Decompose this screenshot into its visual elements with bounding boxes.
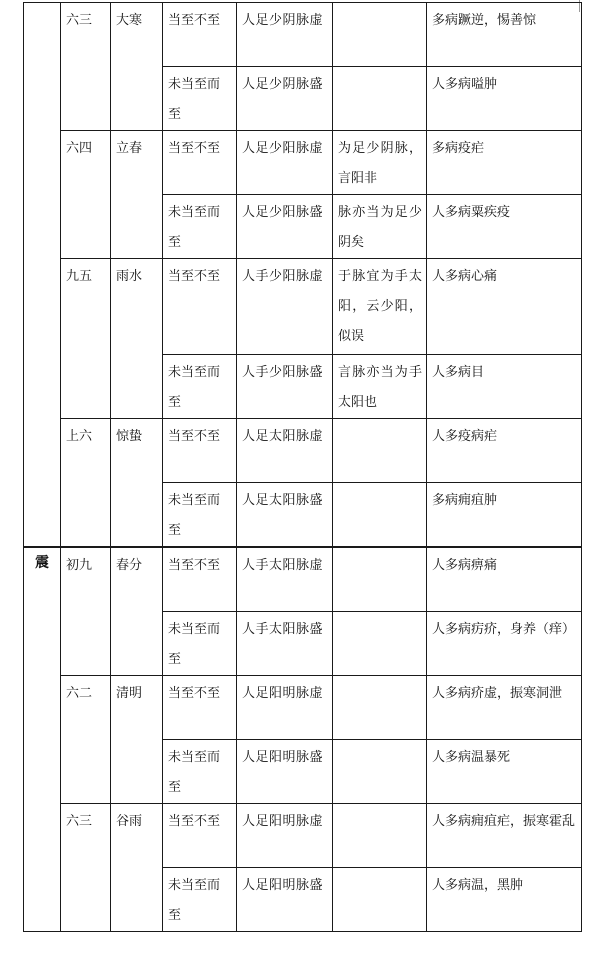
table-row bbox=[24, 259, 582, 355]
pulse-cell bbox=[237, 131, 333, 195]
yao-label: 九五 bbox=[66, 269, 93, 284]
solar-term-cell bbox=[111, 3, 163, 131]
condition-text: 未当至而至 bbox=[168, 877, 221, 923]
note-text: 言脉亦当为手太阳也 bbox=[338, 365, 422, 410]
yao-cell bbox=[61, 259, 111, 419]
condition-cell bbox=[163, 419, 237, 483]
disease-cell bbox=[427, 867, 582, 931]
condition-text: 未当至而至 bbox=[168, 365, 221, 410]
disease-cell bbox=[427, 803, 582, 867]
yao-label: 六三 bbox=[66, 813, 93, 829]
solar-term-cell bbox=[111, 547, 163, 675]
note-cell bbox=[333, 547, 427, 611]
solar-term: 清明 bbox=[116, 685, 143, 701]
condition-text: 未当至而至 bbox=[168, 205, 221, 250]
condition-cell bbox=[163, 803, 237, 867]
pulse-cell bbox=[237, 195, 333, 259]
yao-cell bbox=[61, 3, 111, 131]
solar-term: 春分 bbox=[116, 558, 143, 573]
pulse-cell bbox=[237, 3, 333, 67]
yao-label: 六二 bbox=[66, 685, 93, 701]
pulse-text: 人手少阳脉盛 bbox=[242, 365, 324, 380]
hexagram-pulse-table bbox=[23, 2, 582, 932]
yao-cell bbox=[61, 675, 111, 803]
note-text bbox=[333, 483, 426, 486]
pulse-text: 人手太阳脉虚 bbox=[242, 558, 324, 573]
disease-text: 人多病心痛 bbox=[432, 269, 498, 284]
note-text bbox=[333, 804, 426, 807]
pulse-text: 人足阳明脉盛 bbox=[242, 749, 324, 765]
table-row bbox=[24, 547, 582, 611]
condition-text: 当至不至 bbox=[168, 269, 221, 284]
gua-cell bbox=[24, 547, 61, 931]
condition-text: 未当至而至 bbox=[168, 621, 221, 667]
disease-text: 多病蹶逆，惕善惊 bbox=[432, 13, 537, 28]
disease-cell bbox=[427, 675, 582, 739]
condition-cell bbox=[163, 611, 237, 675]
yao-cell bbox=[61, 131, 111, 259]
note-cell bbox=[333, 259, 427, 355]
pulse-text: 人足少阴脉盛 bbox=[242, 77, 324, 92]
disease-cell bbox=[427, 3, 582, 67]
pulse-text: 人足阳明脉虚 bbox=[242, 685, 324, 701]
pulse-text: 人足太阳脉虚 bbox=[242, 429, 324, 444]
disease-cell bbox=[427, 67, 582, 131]
gua-cell bbox=[24, 3, 61, 548]
disease-text: 人多病痹痛 bbox=[432, 558, 498, 573]
note-cell bbox=[333, 611, 427, 675]
disease-text: 人多疫病疟 bbox=[432, 429, 498, 444]
disease-cell bbox=[427, 483, 582, 548]
note-cell bbox=[333, 195, 427, 259]
pulse-text: 人足阳明脉盛 bbox=[242, 877, 324, 893]
disease-text: 人多病痈疽疟，振寒霍乱 bbox=[432, 813, 576, 829]
note-text bbox=[333, 612, 426, 615]
note-text bbox=[333, 676, 426, 679]
note-text bbox=[333, 548, 426, 551]
note-cell bbox=[333, 355, 427, 419]
solar-term-cell bbox=[111, 803, 163, 931]
solar-term: 谷雨 bbox=[116, 813, 143, 829]
note-text bbox=[333, 3, 426, 6]
solar-term-cell bbox=[111, 259, 163, 419]
condition-cell bbox=[163, 259, 237, 355]
condition-cell bbox=[163, 131, 237, 195]
condition-cell bbox=[163, 675, 237, 739]
note-cell bbox=[333, 419, 427, 483]
note-cell bbox=[333, 483, 427, 548]
condition-cell bbox=[163, 483, 237, 548]
solar-term: 惊蛰 bbox=[116, 429, 143, 444]
condition-cell bbox=[163, 355, 237, 419]
disease-text: 多病疫疟 bbox=[432, 141, 485, 156]
pulse-cell bbox=[237, 67, 333, 131]
pulse-cell bbox=[237, 547, 333, 611]
condition-cell bbox=[163, 547, 237, 611]
disease-text: 人多病粟疾疫 bbox=[432, 205, 511, 220]
condition-cell bbox=[163, 867, 237, 931]
pulse-text: 人足少阴脉虚 bbox=[242, 13, 324, 28]
condition-cell bbox=[163, 67, 237, 131]
disease-text: 人多病疥虚，振寒洞泄 bbox=[432, 685, 563, 701]
solar-term: 立春 bbox=[116, 141, 143, 156]
note-cell bbox=[333, 675, 427, 739]
condition-text: 当至不至 bbox=[168, 685, 221, 701]
pulse-cell bbox=[237, 355, 333, 419]
table-row bbox=[24, 131, 582, 195]
pulse-cell bbox=[237, 611, 333, 675]
solar-term-cell bbox=[111, 675, 163, 803]
disease-cell bbox=[427, 419, 582, 483]
disease-text: 人多病温暴死 bbox=[432, 749, 511, 765]
condition-cell bbox=[163, 195, 237, 259]
condition-text: 未当至而至 bbox=[168, 749, 221, 795]
condition-text: 当至不至 bbox=[168, 813, 221, 829]
disease-text: 人多病疠疥，身养（痒） bbox=[432, 621, 576, 637]
note-cell bbox=[333, 739, 427, 803]
yao-label: 上六 bbox=[66, 429, 93, 444]
disease-text: 人多病嗌肿 bbox=[432, 77, 498, 92]
disease-cell bbox=[427, 259, 582, 355]
note-text bbox=[333, 868, 426, 871]
condition-text: 当至不至 bbox=[168, 13, 221, 28]
note-cell bbox=[333, 131, 427, 195]
note-cell bbox=[333, 867, 427, 931]
pulse-cell bbox=[237, 739, 333, 803]
note-text bbox=[333, 67, 426, 70]
disease-cell bbox=[427, 195, 582, 259]
note-cell bbox=[333, 67, 427, 131]
note-cell bbox=[333, 803, 427, 867]
disease-text: 人多病温，黑肿 bbox=[432, 877, 524, 893]
condition-cell bbox=[163, 3, 237, 67]
yao-cell bbox=[61, 547, 111, 675]
disease-cell bbox=[427, 611, 582, 675]
pulse-cell bbox=[237, 867, 333, 931]
disease-cell bbox=[427, 739, 582, 803]
pulse-cell bbox=[237, 419, 333, 483]
pulse-text: 人手太阳脉盛 bbox=[242, 621, 324, 637]
pulse-text: 人足阳明脉虚 bbox=[242, 813, 324, 829]
condition-text: 当至不至 bbox=[168, 141, 221, 156]
gua-label: 震 bbox=[35, 555, 49, 571]
solar-term: 雨水 bbox=[116, 269, 143, 284]
solar-term-cell bbox=[111, 419, 163, 548]
condition-text: 未当至而至 bbox=[168, 493, 221, 538]
yao-cell bbox=[61, 803, 111, 931]
pulse-cell bbox=[237, 675, 333, 739]
note-text bbox=[333, 740, 426, 743]
disease-cell bbox=[427, 355, 582, 419]
note-text: 于脉宜为手太阳，云少阳，似误 bbox=[338, 269, 422, 344]
note-text: 为足少阴脉，言阳非 bbox=[338, 141, 422, 186]
condition-text: 当至不至 bbox=[168, 429, 221, 444]
yao-label: 六三 bbox=[66, 13, 93, 28]
table-row bbox=[24, 803, 582, 867]
condition-cell bbox=[163, 739, 237, 803]
disease-cell bbox=[427, 547, 582, 611]
table-row bbox=[24, 675, 582, 739]
yao-cell bbox=[61, 419, 111, 548]
yao-label: 初九 bbox=[66, 558, 93, 573]
yao-label: 六四 bbox=[66, 141, 93, 156]
pulse-cell bbox=[237, 259, 333, 355]
table-row bbox=[24, 419, 582, 483]
solar-term: 大寒 bbox=[116, 13, 143, 28]
note-text bbox=[333, 419, 426, 422]
note-cell bbox=[333, 3, 427, 67]
condition-text: 未当至而至 bbox=[168, 77, 221, 122]
note-text: 脉亦当为足少阴矣 bbox=[338, 205, 422, 250]
pulse-cell bbox=[237, 483, 333, 548]
pulse-text: 人足少阳脉虚 bbox=[242, 141, 324, 156]
disease-text: 多病痈疽肿 bbox=[432, 493, 498, 508]
solar-term-cell bbox=[111, 131, 163, 259]
disease-cell bbox=[427, 131, 582, 195]
table-row bbox=[24, 3, 582, 67]
disease-text: 人多病目 bbox=[432, 365, 485, 380]
pulse-cell bbox=[237, 803, 333, 867]
condition-text: 当至不至 bbox=[168, 558, 221, 573]
pulse-text: 人手少阳脉虚 bbox=[242, 269, 324, 284]
pulse-text: 人足太阳脉盛 bbox=[242, 493, 324, 508]
pulse-text: 人足少阳脉盛 bbox=[242, 205, 324, 220]
